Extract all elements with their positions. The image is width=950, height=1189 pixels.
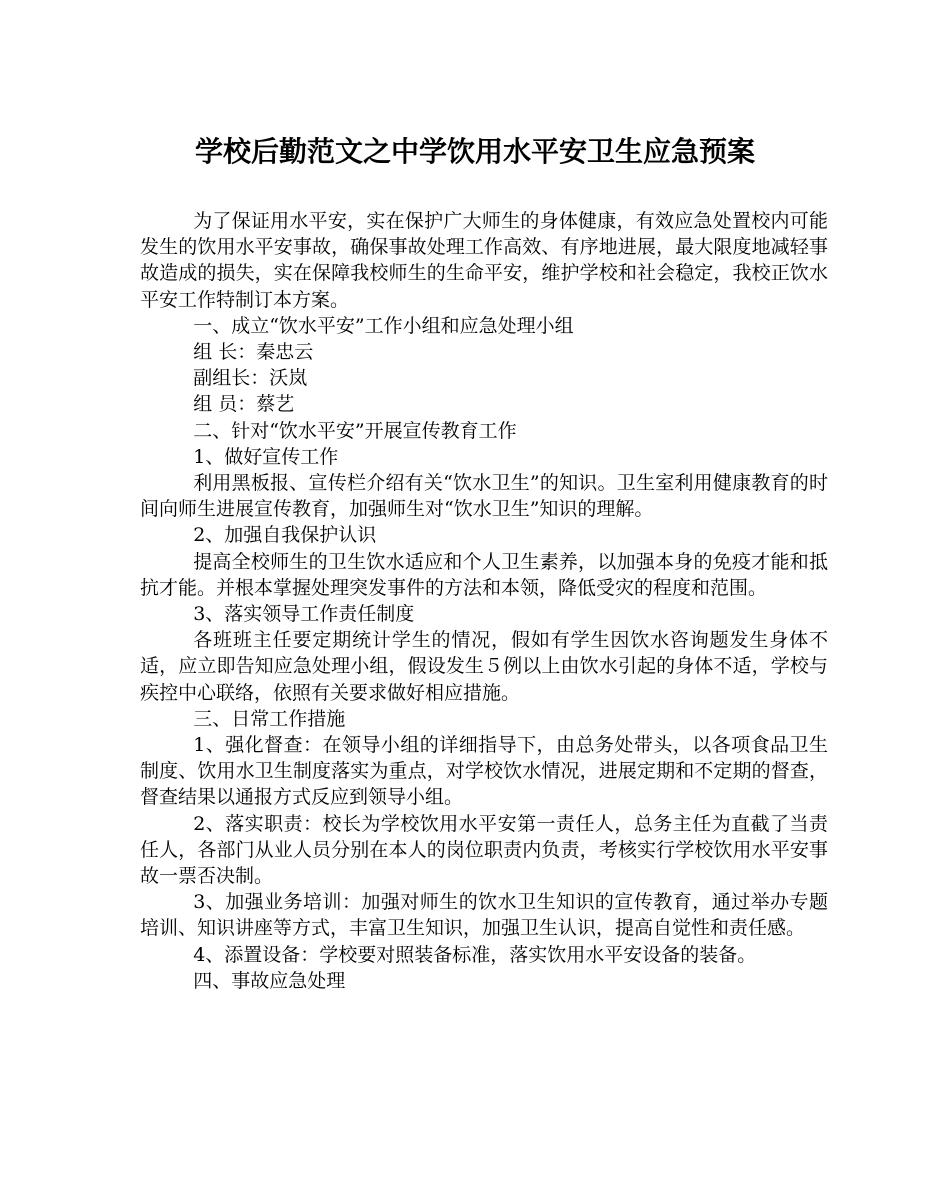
section-heading-2: 二、针对“饮水平安”开展宣传教育工作 <box>193 419 517 442</box>
paragraph-3-3: 3、加强业务培训：加强对师生的饮水卫生知识的宣传教育，通过举办专题培训、知识讲座等方式，丰富卫生知识，加强卫生认识，提高自觉性和责任感。 <box>140 891 828 940</box>
team-leader: 组 长：秦忠云 <box>193 341 314 364</box>
subheading-2-2: 2、加强自我保护认识 <box>193 524 377 547</box>
paragraph-2-1: 利用黑板报、宣传栏介绍有关“饮水卫生”的知识。卫生室利用健康教育的时间向师生进展宣传教育，加强师生对“饮水卫生”知识的理解。 <box>140 472 828 521</box>
paragraph-intro: 为了保证用水平安，实在保护广大师生的身体健康，有效应急处置校内可能发生的饮用水平安事故，确保事故处理工作高效、有序地进展，最大限度地减轻事故造成的损失，实在保障我校师生的生命平安，维护学校和社会稳定，我校正饮水平安工作特制订本方案。 <box>140 210 828 311</box>
section-heading-1: 一、成立“饮水平安”工作小组和应急处理小组 <box>193 314 574 337</box>
team-member: 组 员：蔡艺 <box>193 393 295 416</box>
team-deputy-leader: 副组长：沃岚 <box>193 367 308 390</box>
subheading-2-1: 1、做好宣传工作 <box>193 445 339 468</box>
document-title: 学校后勤范文之中学饮用水平安卫生应急预案 <box>194 135 755 168</box>
paragraph-2-2: 提高全校师生的卫生饮水适应和个人卫生素养，以加强本身的免疫才能和抵抗才能。并根本掌握处理突发事件的方法和本领，降低受灾的程度和范围。 <box>140 550 828 599</box>
paragraph-2-3: 各班班主任要定期统计学生的情况，假如有学生因饮水咨询题发生身体不适，应立即告知应急处理小组，假设发生５例以上由饮水引起的身体不适，学校与疾控中心联络，依照有关要求做好相应措施。 <box>140 629 828 704</box>
document-body <box>140 208 828 994</box>
section-heading-3: 三、日常工作措施 <box>193 707 346 730</box>
section-heading-4: 四、事故应急处理 <box>193 969 346 992</box>
subheading-2-3: 3、落实领导工作责任制度 <box>193 603 415 626</box>
paragraph-3-2: 2、落实职责：校长为学校饮用水平安第一责任人，总务主任为直截了当责任人，各部门从业人员分别在本人的岗位职责内负责，考核实行学校饮用水平安事故一票否决制。 <box>140 812 828 888</box>
paragraph-3-4: 4、添置设备：学校要对照装备标准，落实饮用水平安设备的装备。 <box>193 943 757 966</box>
paragraph-3-1: 1、强化督查：在领导小组的详细指导下，由总务处带头，以各项食品卫生制度、饮用水卫生制度落实为重点，对学校饮水情况，进展定期和不定期的督查，督查结果以通报方式反应到领导小组。 <box>140 734 828 809</box>
